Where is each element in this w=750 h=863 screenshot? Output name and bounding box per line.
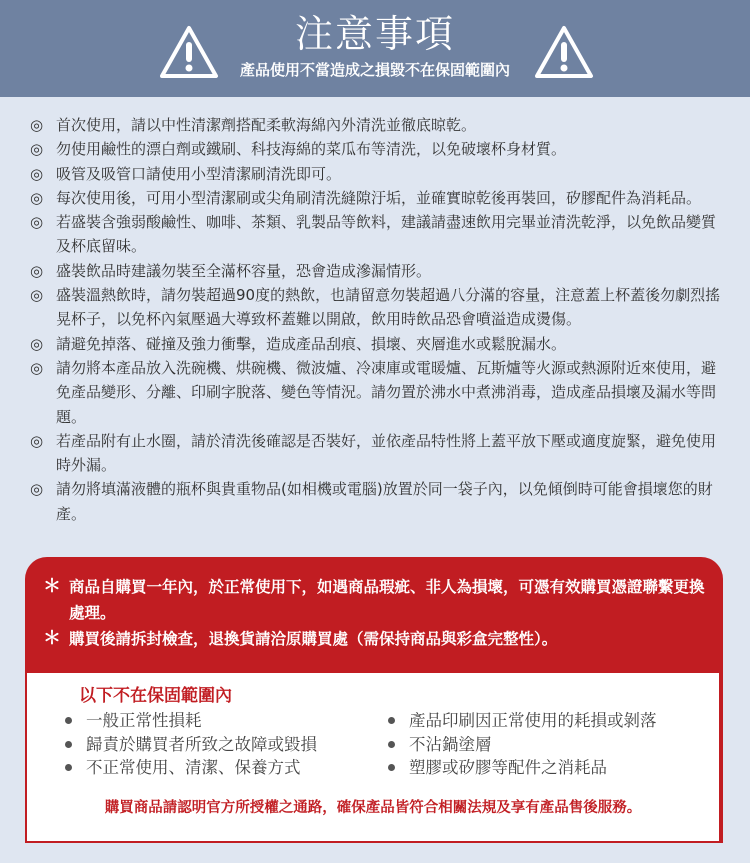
- warranty-card: [25, 557, 723, 843]
- exclusions-list-left: [65, 709, 317, 780]
- page-subtitle: 產品使用不當造成之損毀不在保固範圍內: [239, 61, 510, 79]
- asterisk-icon: ＊: [43, 628, 61, 649]
- double-circle-icon: ◎: [30, 116, 44, 134]
- double-circle-icon: ◎: [30, 334, 44, 353]
- note-item: ◎ 請避免掉落、碰撞及強力衝擊，造成產品刮痕、損壞、夾層進水或鬆脫漏水。: [30, 332, 730, 356]
- exclusion-item: 塑膠或矽膠等配件之消耗品: [388, 756, 657, 780]
- note-item: ◎ 盛裝溫熱飲時，請勿裝超過90度的熱飲，也請留意勿裝超過八分滿的容量，注意蓋上杯蓋後勿劇烈搖晃杯子，以免杯內氣壓過大導致杯蓋難以開啟，飲用時飲品恐會噴溢造成燙傷。: [30, 283, 730, 332]
- double-circle-icon: ◎: [30, 164, 44, 183]
- note-item: ◎ 每次使用後，可用小型清潔刷或尖角刷清洗縫隙汙垢，並確實晾乾後再裝回，矽膠配件為消耗品。: [30, 186, 730, 210]
- care-notes-list: [30, 113, 730, 526]
- note-item: ◎ 若產品附有止水圈，請於清洗後確認是否裝好，並依產品特性將上蓋平放下壓或適度旋緊，避免使用時外漏。: [30, 429, 730, 478]
- bullet-icon: [388, 717, 395, 724]
- note-item: ◎ 若盛裝含強弱酸鹼性、咖啡、茶類、乳製品等飲料，建議請盡速飲用完畢並清洗乾淨，以免飲品變質及杯底留味。: [30, 210, 730, 259]
- note-item: ◎ 勿使用鹼性的漂白劑或鐵刷、科技海綿的菜瓜布等清洗，以免破壞杯身材質。: [30, 137, 730, 161]
- header-banner: [0, 0, 750, 97]
- authorized-channel-note: 購買商品請認明官方所授權之通路，確保產品皆符合相關法規及享有產品售後服務。: [104, 800, 642, 816]
- double-circle-icon: ◎: [30, 261, 44, 280]
- page-title: 注意事項: [294, 12, 455, 56]
- double-circle-icon: ◎: [30, 358, 44, 377]
- bullet-icon: [388, 764, 395, 771]
- warranty-item: ＊ 購買後請拆封檢查，退換貨請洽原購買處（需保持商品與彩盒完整性）。: [43, 626, 713, 652]
- note-item: ◎ 請勿將本產品放入洗碗機、烘碗機、微波爐、冷凍庫或電暖爐、瓦斯爐等火源或熱源附近來使用，避免產品變形、分離、印刷字脫落、變色等情況。請勿置於沸水中煮沸消毒，造成產品損壞及漏水等問題。: [30, 356, 730, 429]
- exclusion-item: 不沾鍋塗層: [388, 733, 657, 757]
- exclusions-title: 以下不在保固範圍內: [79, 686, 232, 706]
- double-circle-icon: ◎: [30, 431, 44, 450]
- exclusions-panel: [27, 673, 719, 841]
- bullet-icon: [65, 741, 72, 748]
- exclusion-item: 不正常使用、清潔、保養方式: [65, 756, 317, 780]
- double-circle-icon: ◎: [30, 140, 44, 159]
- exclusion-item: 產品印刷因正常使用的耗損或剝落: [388, 709, 657, 733]
- note-item: ◎ 吸管及吸管口請使用小型清潔刷清洗即可。: [30, 162, 730, 186]
- bullet-icon: [65, 717, 72, 724]
- warranty-terms: [43, 574, 713, 652]
- note-item: ◎ 盛裝飲品時建議勿裝至全滿杯容量，恐會造成滲漏情形。: [30, 259, 730, 283]
- exclusions-list-right: [388, 709, 657, 780]
- exclusion-item: 歸責於購買者所致之故障或毀損: [65, 733, 317, 757]
- warranty-item: ＊ 商品自購買一年內，於正常使用下，如遇商品瑕疵、非人為損壞，可憑有效購買憑證聯繫更換處理。: [43, 574, 713, 626]
- double-circle-icon: ◎: [30, 480, 44, 499]
- note-item: ◎ 請勿將填滿液體的瓶杯與貴重物品(如相機或電腦)放置於同一袋子內，以免傾倒時可能會損壞您的財產。: [30, 477, 730, 526]
- double-circle-icon: ◎: [30, 188, 44, 207]
- bullet-icon: [65, 764, 72, 771]
- double-circle-icon: ◎: [30, 213, 44, 232]
- exclusion-item: 一般正常性損耗: [65, 709, 317, 733]
- note-item: ◎ 首次使用，請以中性清潔劑搭配柔軟海綿內外清洗並徹底晾乾。: [30, 113, 730, 137]
- bullet-icon: [388, 741, 395, 748]
- warning-icon: [533, 24, 595, 80]
- asterisk-icon: ＊: [43, 576, 61, 597]
- double-circle-icon: ◎: [30, 286, 44, 305]
